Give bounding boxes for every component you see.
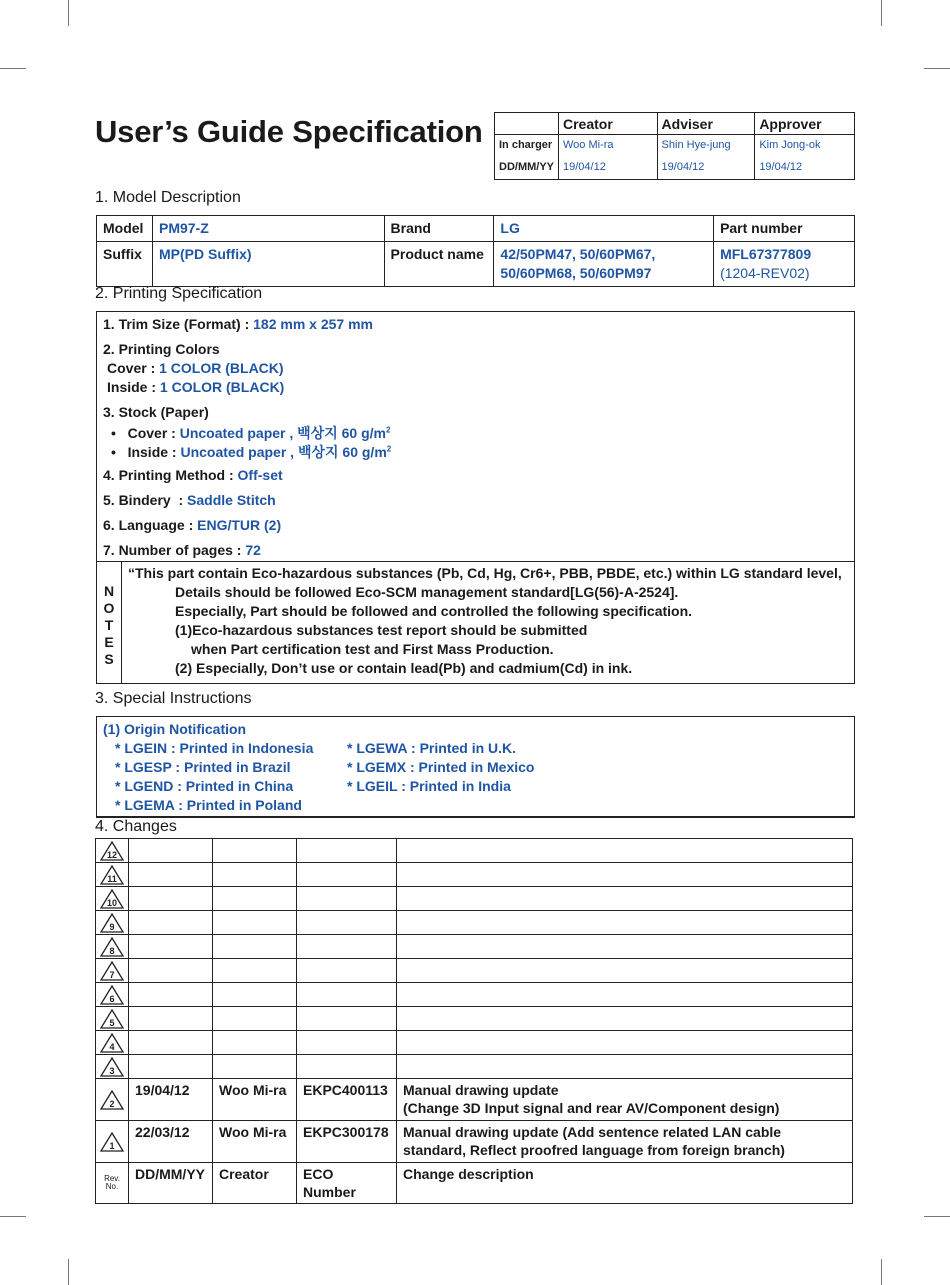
table-row — [96, 839, 853, 863]
creator-cell: Woo Mi-ra — [213, 1079, 297, 1121]
date-cell — [129, 911, 213, 935]
desc-line: Manual drawing update (Add sentence related LAN cable — [403, 1124, 782, 1140]
superscript: 2 — [386, 444, 392, 454]
notes-line: “This part contain Eco-hazardous substances (Pb, Cd, Hg, Cr6+, PBB, PBDE, etc.) within LG standard level, — [128, 565, 842, 581]
revision-number: 11 — [107, 873, 117, 884]
approval-header-adviser: Adviser — [657, 113, 755, 135]
table-row — [96, 983, 853, 1007]
bindery-label: 5. Bindery : — [103, 492, 188, 508]
rev-cell — [96, 1121, 129, 1163]
no-label: No. — [105, 1182, 119, 1191]
eco-cell — [297, 1031, 397, 1055]
table-row — [96, 1031, 853, 1055]
stock-inside-label: Inside : — [127, 444, 181, 460]
desc-cell — [397, 983, 853, 1007]
eco-header: ECO Number — [297, 1163, 397, 1204]
table-row — [96, 887, 853, 911]
notes-line: Especially, Part should be followed and controlled the following specification. — [175, 603, 693, 619]
revision-number: 1 — [109, 1140, 115, 1151]
rev-no-label — [96, 1163, 129, 1204]
model-description-table — [96, 215, 855, 287]
cover-color-value: 1 COLOR (BLACK) — [159, 360, 284, 376]
desc-cell — [397, 911, 853, 935]
product-name-line: 42/50PM47, 50/60PM67, — [500, 246, 656, 262]
stock-cover-line — [111, 423, 390, 443]
creator-cell — [213, 959, 297, 983]
revision-number: 6 — [109, 993, 115, 1004]
revision-triangle-icon — [100, 1132, 124, 1152]
origin-item: * LGESP : Printed in Brazil — [115, 759, 291, 775]
notes-letter: N — [103, 583, 115, 599]
notes-box — [96, 561, 855, 684]
brand-value: LG — [494, 216, 714, 242]
part-number: MFL67377809 — [720, 246, 812, 262]
revision-number: 8 — [109, 945, 115, 956]
superscript: 2 — [386, 425, 391, 435]
rev-cell — [96, 935, 129, 959]
desc-line: (Change 3D Input signal and rear AV/Component design) — [403, 1100, 780, 1116]
notes-line: (1)Eco-hazardous substances test report should be submitted — [175, 622, 588, 638]
desc-cell — [397, 1007, 853, 1031]
stock-cover-label: Cover : — [127, 425, 180, 441]
desc-cell — [397, 959, 853, 983]
changes-body — [96, 839, 853, 1204]
rev-label: Rev. — [104, 1174, 120, 1183]
crop-mark — [68, 1259, 69, 1285]
date-cell — [129, 1007, 213, 1031]
eco-cell: EKPC400113 — [297, 1079, 397, 1121]
pages-value: 72 — [245, 542, 261, 558]
part-number-value — [714, 242, 855, 287]
creator-cell — [213, 863, 297, 887]
revision-triangle-icon — [100, 937, 124, 957]
eco-cell — [297, 863, 397, 887]
page-title: User’s Guide Specification — [95, 114, 483, 149]
table-row — [96, 863, 853, 887]
crop-mark — [881, 1259, 882, 1285]
origin-item: * LGEND : Printed in China — [115, 778, 294, 794]
approver-date: 19/04/12 — [755, 154, 855, 180]
section-heading-special: 3. Special Instructions — [95, 690, 252, 707]
brand-label: Brand — [384, 216, 494, 242]
notes-line: (2) Especially, Don’t use or contain lead(Pb) and cadmium(Cd) in ink. — [175, 660, 633, 676]
notes-letter: T — [104, 617, 114, 633]
notes-line: when Part certification test and First Mass Production. — [191, 641, 554, 657]
printing-method-label: 4. Printing Method : — [103, 467, 238, 483]
stock-label: 3. Stock (Paper) — [103, 404, 209, 420]
date-cell — [129, 935, 213, 959]
date-cell — [129, 1031, 213, 1055]
rev-cell — [96, 887, 129, 911]
rev-cell — [96, 1079, 129, 1121]
date-cell — [129, 839, 213, 863]
eco-cell — [297, 839, 397, 863]
origin-item: * LGEMX : Printed in Mexico — [347, 759, 535, 775]
crop-mark — [68, 0, 69, 26]
revision-triangle-icon — [100, 841, 124, 861]
creator-header: Creator — [213, 1163, 297, 1204]
crop-mark — [924, 68, 950, 69]
eco-cell — [297, 983, 397, 1007]
creator-cell: Woo Mi-ra — [213, 1121, 297, 1163]
rev-cell — [96, 1007, 129, 1031]
table-row — [96, 1055, 853, 1079]
pages-label: 7. Number of pages : — [103, 542, 246, 558]
in-charger-label: In charger — [495, 135, 559, 155]
approver-name: Kim Jong-ok — [755, 135, 855, 155]
eco-cell — [297, 911, 397, 935]
trim-size-line — [103, 316, 373, 332]
rev-cell — [96, 983, 129, 1007]
printing-colors-label: 2. Printing Colors — [103, 341, 220, 357]
approval-header-creator: Creator — [559, 113, 658, 135]
eco-cell: EKPC300178 — [297, 1121, 397, 1163]
special-instructions-box — [96, 716, 855, 818]
revision-triangle-icon — [100, 1090, 124, 1110]
table-row — [96, 911, 853, 935]
origin-item: * LGEMA : Printed in Poland — [115, 797, 302, 813]
approval-corner — [495, 113, 559, 135]
origin-item: * LGEIL : Printed in India — [347, 778, 511, 794]
notes-line: Details should be followed Eco-SCM management standard[LG(56)-A-2524]. — [175, 584, 679, 600]
date-cell — [129, 887, 213, 911]
revision-triangle-icon — [100, 1009, 124, 1029]
revision-number: 10 — [106, 897, 118, 908]
revision-number: 12 — [106, 849, 118, 860]
creator-cell — [213, 887, 297, 911]
approval-header-approver: Approver — [755, 113, 855, 135]
trim-size-label: 1. Trim Size (Format) : — [103, 316, 254, 332]
printing-spec-box — [96, 311, 855, 562]
part-revision: (1204-REV02) — [720, 265, 810, 281]
crop-mark — [0, 1216, 26, 1217]
table-footer-row — [96, 1163, 853, 1204]
approval-table — [494, 112, 855, 180]
creator-cell — [213, 935, 297, 959]
inside-color-value: 1 COLOR (BLACK) — [159, 379, 285, 395]
desc-cell — [397, 935, 853, 959]
creator-name: Woo Mi-ra — [559, 135, 658, 155]
section-heading-model: 1. Model Description — [95, 189, 241, 206]
section-heading-printing: 2. Printing Specification — [95, 285, 263, 302]
creator-cell — [213, 983, 297, 1007]
cover-label: Cover : — [107, 360, 160, 376]
printing-method-line — [103, 467, 283, 483]
part-number-label: Part number — [714, 216, 855, 242]
desc-cell — [397, 863, 853, 887]
eco-cell — [297, 1007, 397, 1031]
date-label: DD/MM/YY — [495, 154, 559, 180]
revision-triangle-icon — [100, 961, 124, 981]
product-name-line: 50/60PM68, 50/60PM97 — [500, 265, 652, 281]
desc-cell — [397, 1055, 853, 1079]
desc-cell — [397, 1121, 853, 1163]
desc-cell — [397, 1031, 853, 1055]
creator-cell — [213, 1031, 297, 1055]
section-heading-changes: 4. Changes — [95, 818, 177, 835]
notes-label — [97, 562, 122, 683]
model-value: PM97-Z — [152, 216, 384, 242]
crop-mark — [924, 1216, 950, 1217]
date-cell — [129, 863, 213, 887]
crop-mark — [0, 68, 26, 69]
revision-number: 2 — [109, 1098, 115, 1109]
desc-cell — [397, 1079, 853, 1121]
creator-cell — [213, 911, 297, 935]
product-name-value — [494, 242, 714, 287]
eco-cell — [297, 1055, 397, 1079]
adviser-name: Shin Hye-jung — [657, 135, 755, 155]
table-row — [96, 1079, 853, 1121]
eco-cell — [297, 887, 397, 911]
desc-cell — [397, 887, 853, 911]
origin-item: * LGEWA : Printed in U.K. — [347, 740, 517, 756]
bullet: • — [111, 444, 116, 460]
pages-line — [103, 542, 261, 558]
notes-letter: O — [103, 600, 115, 616]
revision-number: 7 — [109, 969, 115, 980]
rev-cell — [96, 911, 129, 935]
table-row — [96, 1007, 853, 1031]
revision-triangle-icon — [100, 985, 124, 1005]
origin-notification-title: (1) Origin Notification — [103, 721, 247, 737]
product-name-label: Product name — [384, 242, 494, 287]
date-cell: 22/03/12 — [129, 1121, 213, 1163]
inside-color-line — [107, 379, 284, 395]
rev-cell — [96, 863, 129, 887]
revision-triangle-icon — [100, 1033, 124, 1053]
suffix-label: Suffix — [97, 242, 153, 287]
creator-cell — [213, 839, 297, 863]
notes-letter: E — [104, 634, 114, 650]
date-cell — [129, 1055, 213, 1079]
table-row — [96, 959, 853, 983]
date-cell — [129, 983, 213, 1007]
trim-size-value: 182 mm x 257 mm — [253, 316, 373, 332]
revision-number: 4 — [109, 1041, 115, 1052]
rev-cell — [96, 959, 129, 983]
stock-inside-line — [111, 442, 391, 462]
rev-cell — [96, 1031, 129, 1055]
rev-cell — [96, 839, 129, 863]
date-cell — [129, 959, 213, 983]
adviser-date: 19/04/12 — [657, 154, 755, 180]
inside-label: Inside : — [107, 379, 160, 395]
revision-triangle-icon — [100, 865, 124, 885]
bullet: • — [111, 425, 116, 441]
desc-line: Manual drawing update — [403, 1082, 559, 1098]
language-line — [103, 517, 281, 533]
revision-number: 5 — [109, 1017, 115, 1028]
revision-number: 9 — [109, 921, 115, 932]
date-header: DD/MM/YY — [129, 1163, 213, 1204]
eco-cell — [297, 959, 397, 983]
eco-cell — [297, 935, 397, 959]
creator-cell — [213, 1055, 297, 1079]
date-cell: 19/04/12 — [129, 1079, 213, 1121]
table-row — [96, 1121, 853, 1163]
origin-item: * LGEIN : Printed in Indonesia — [115, 740, 314, 756]
rev-cell — [96, 1055, 129, 1079]
revision-triangle-icon — [100, 889, 124, 909]
printing-method-value: Off-set — [237, 467, 283, 483]
table-row — [96, 935, 853, 959]
stock-cover-value: Uncoated paper , 백상지 60 g/m — [179, 425, 386, 441]
bindery-value: Saddle Stitch — [187, 492, 276, 508]
suffix-value: MP(PD Suffix) — [152, 242, 384, 287]
desc-line: standard, Reflect proofred language from foreign branch) — [403, 1142, 785, 1158]
stock-inside-value: Uncoated paper , 백상지 60 g/m — [180, 444, 387, 460]
changes-table — [95, 838, 853, 1204]
notes-letter: S — [104, 651, 114, 667]
change-description-header: Change description — [397, 1163, 853, 1204]
model-label: Model — [97, 216, 153, 242]
cover-color-line — [107, 360, 284, 376]
revision-number: 3 — [109, 1065, 115, 1076]
desc-cell — [397, 839, 853, 863]
language-label: 6. Language : — [103, 517, 198, 533]
revision-triangle-icon — [100, 1057, 124, 1077]
bindery-line — [103, 492, 276, 508]
revision-triangle-icon — [100, 913, 124, 933]
crop-mark — [881, 0, 882, 26]
creator-cell — [213, 1007, 297, 1031]
language-value: ENG/TUR (2) — [197, 517, 282, 533]
creator-date: 19/04/12 — [559, 154, 658, 180]
